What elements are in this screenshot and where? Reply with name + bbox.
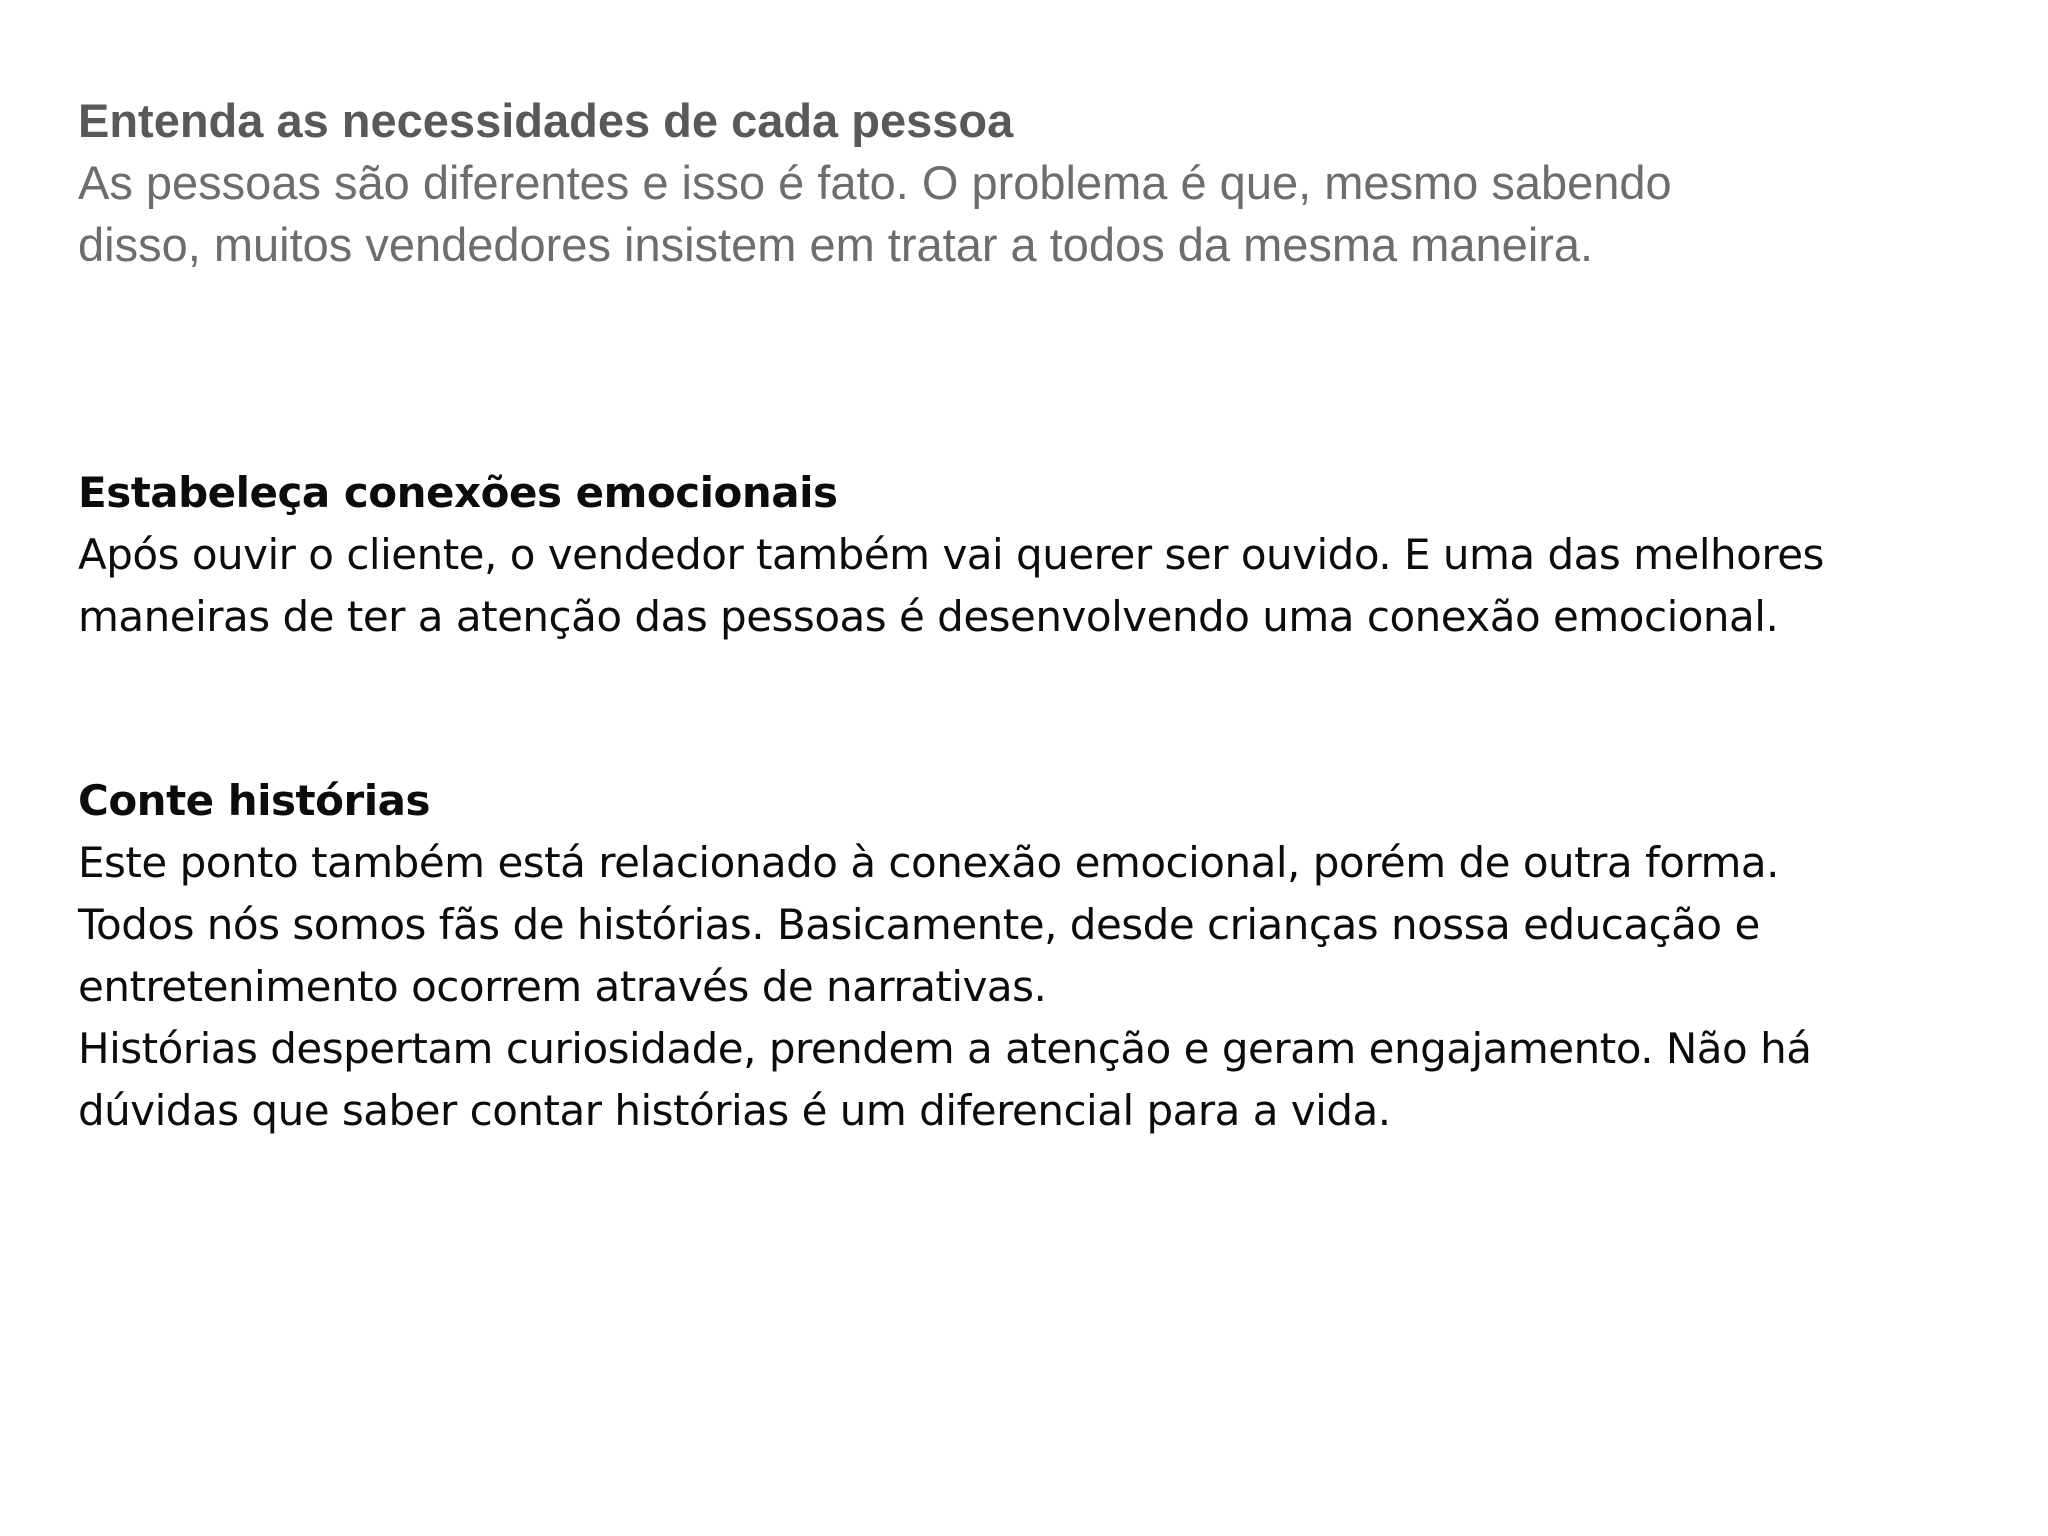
section-heading: Conte histórias xyxy=(78,776,430,825)
paragraph-line: disso, muitos vendedores insistem em tratar a todos da mesma maneira. xyxy=(78,218,1594,271)
section-emotional-connections xyxy=(78,462,1978,648)
section-understand-needs xyxy=(78,90,1978,276)
paragraph-line: Histórias despertam curiosidade, prendem a atenção e geram engajamento. Não há xyxy=(78,1024,1812,1073)
paragraph-line: dúvidas que saber contar histórias é um diferencial para a vida. xyxy=(78,1086,1391,1135)
paragraph-line: entretenimento ocorrem através de narrativas. xyxy=(78,962,1047,1011)
section-heading: Estabeleça conexões emocionais xyxy=(78,468,838,517)
paragraph-line: Após ouvir o cliente, o vendedor também vai querer ser ouvido. E uma das melhores xyxy=(78,530,1824,579)
section-tell-stories xyxy=(78,770,1978,1142)
paragraph-line: maneiras de ter a atenção das pessoas é desenvolvendo uma conexão emocional. xyxy=(78,592,1779,641)
paragraph-line: As pessoas são diferentes e isso é fato. O problema é que, mesmo sabendo xyxy=(78,156,1672,209)
paragraph-line: Todos nós somos fãs de histórias. Basicamente, desde crianças nossa educação e xyxy=(78,900,1760,949)
paragraph-line: Este ponto também está relacionado à conexão emocional, porém de outra forma. xyxy=(78,838,1780,887)
section-heading: Entenda as necessidades de cada pessoa xyxy=(78,94,1014,147)
